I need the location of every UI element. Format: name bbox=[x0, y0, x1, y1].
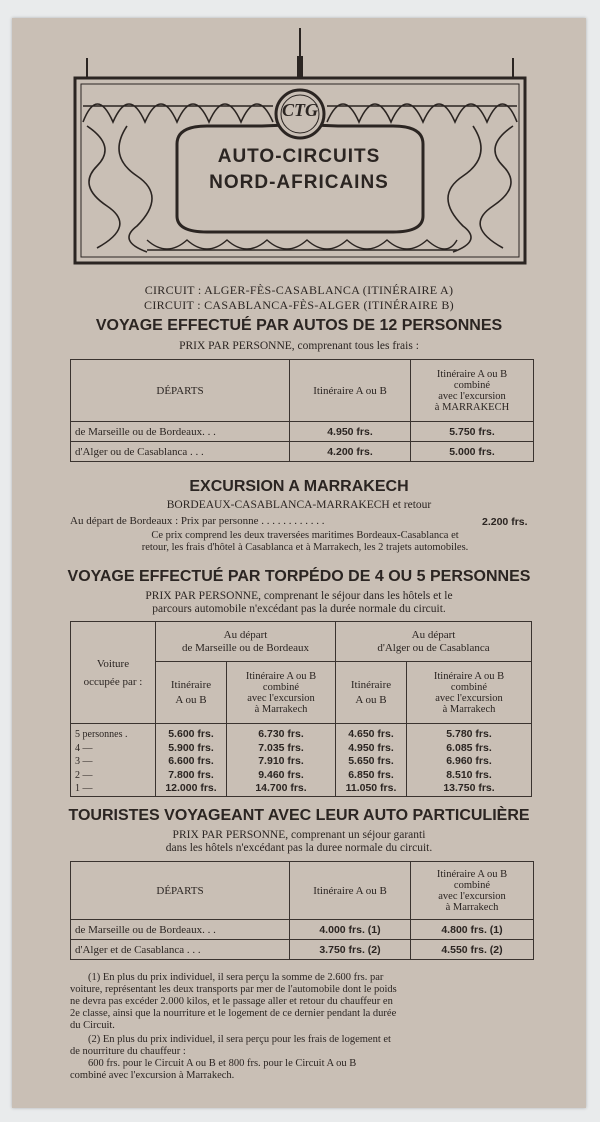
price-cell: 3.750 frs. (2) bbox=[290, 940, 411, 960]
header-text: de Marseille ou de Bordeaux bbox=[181, 641, 310, 654]
footnote-text: 600 frs. pour le Circuit A ou B et 800 frs. pour le Circuit A ou B bbox=[88, 1058, 357, 1069]
subheader-combine bbox=[227, 662, 336, 724]
table-row bbox=[71, 920, 534, 940]
price-cell: 5.600 frs. bbox=[168, 728, 214, 740]
header-text: Au départ bbox=[223, 628, 268, 641]
header-text: Itinéraire A ou B bbox=[436, 368, 508, 380]
header-text: d'Alger ou de Casablanca bbox=[377, 641, 490, 654]
price-cell: 5.750 frs. bbox=[411, 422, 534, 442]
header-text: à Marrakech bbox=[254, 703, 308, 715]
table-row bbox=[71, 940, 534, 960]
price-column bbox=[227, 724, 336, 797]
price-cell: 5.000 frs. bbox=[411, 442, 534, 462]
price-cell: 12.000 frs. bbox=[165, 782, 217, 794]
header-text: Itinéraire A ou B bbox=[436, 868, 508, 880]
row-label: de Marseille ou de Bordeaux. . . bbox=[71, 422, 290, 442]
excursion-heading: EXCURSION A MARRAKECH bbox=[189, 478, 409, 495]
footnote-text: (2) En plus du prix individuel, il sera perçu pour les frais de logement et bbox=[88, 1034, 391, 1045]
section2-heading: VOYAGE EFFECTUÉ PAR TORPÉDO DE 4 OU 5 PERSONNES bbox=[67, 568, 531, 585]
table-header-itineraire: Itinéraire A ou B bbox=[290, 862, 411, 920]
price-cell: 7.800 frs. bbox=[168, 768, 214, 781]
group-header-marseille bbox=[156, 622, 336, 662]
footnote-text: voiture, représentant les deux transports par mer de l'automobile dont le poids bbox=[70, 984, 397, 995]
excursion-price-label: Au départ de Bordeaux : Prix par personne . . . . . . . . . . . . bbox=[70, 515, 325, 527]
price-column bbox=[407, 724, 532, 797]
price-cell: 4.200 frs. bbox=[290, 442, 411, 462]
header-text: Itinéraire bbox=[350, 678, 392, 691]
section2-price-table bbox=[70, 621, 532, 797]
price-cell: 5.650 frs. bbox=[348, 755, 394, 767]
section3-subheading-line1: PRIX PAR PERSONNE, comprenant un séjour garanti bbox=[172, 829, 426, 841]
subheader-combine bbox=[407, 662, 532, 724]
price-cell: 4.000 frs. (1) bbox=[290, 920, 411, 940]
price-cell: 4.550 frs. (2) bbox=[411, 940, 534, 960]
subheader-itineraire bbox=[336, 662, 407, 724]
header-text: à Marrakech bbox=[442, 703, 496, 715]
header-text: avec l'excursion bbox=[438, 890, 506, 902]
table-body bbox=[71, 724, 532, 797]
header-text: combiné bbox=[450, 681, 488, 693]
footnote-text: 2e classe, ainsi que la nourriture et le logement de ce dernier pendant la durée bbox=[70, 1008, 397, 1019]
header-text: combiné bbox=[453, 879, 491, 891]
table-row bbox=[71, 422, 534, 442]
price-cell: 5.780 frs. bbox=[446, 728, 492, 740]
price-cell: 6.730 frs. bbox=[258, 728, 304, 740]
row-label: 1 — bbox=[75, 783, 93, 794]
section2-subheading-line1: PRIX PAR PERSONNE, comprenant le séjour dans les hôtels et le bbox=[145, 590, 453, 602]
price-cell: 4.800 frs. (1) bbox=[411, 920, 534, 940]
section1-heading: VOYAGE EFFECTUÉ PAR AUTOS DE 12 PERSONNES bbox=[95, 317, 503, 334]
header-text: A ou B bbox=[355, 693, 387, 706]
price-column bbox=[156, 724, 227, 797]
section3-heading: TOURISTES VOYAGEANT AVEC LEUR AUTO PARTICULIÈRE bbox=[68, 807, 530, 824]
brochure-title-line1: AUTO-CIRCUITS bbox=[217, 146, 381, 167]
excursion-subheading: BORDEAUX-CASABLANCA-MARRAKECH et retour bbox=[166, 499, 432, 511]
circuit-b-line: CIRCUIT : CASABLANCA-FÈS-ALGER (ITINÉRAIRE B) bbox=[144, 298, 454, 312]
brochure-title-line2: NORD-AFRICAINS bbox=[209, 172, 389, 193]
section1-subheading: PRIX PAR PERSONNE, comprenant tous les frais : bbox=[179, 340, 419, 352]
row-label: 4 — bbox=[75, 742, 93, 754]
row-label: d'Alger ou de Casablanca . . . bbox=[71, 442, 290, 462]
circuit-a-line: CIRCUIT : ALGER-FÈS-CASABLANCA (ITINÉRAIRE A) bbox=[144, 283, 454, 297]
row-label: de Marseille ou de Bordeaux. . . bbox=[71, 920, 290, 940]
table-row bbox=[71, 442, 534, 462]
header-text: avec l'excursion bbox=[247, 692, 315, 704]
price-cell: 9.460 frs. bbox=[258, 768, 304, 781]
section2-subheading-line2: parcours automobile n'excédant pas la durée normale du circuit. bbox=[152, 603, 446, 615]
price-cell: 6.850 frs. bbox=[348, 768, 394, 781]
excursion-price-value: 2.200 frs. bbox=[482, 516, 528, 528]
footnote-text: (1) En plus du prix individuel, il sera perçu la somme de 2.600 frs. par bbox=[88, 972, 384, 983]
price-cell: 5.900 frs. bbox=[168, 741, 214, 754]
price-cell: 14.700 frs. bbox=[255, 782, 307, 794]
table-header-combine bbox=[411, 862, 534, 920]
header-text: avec l'excursion bbox=[438, 390, 506, 402]
footnote-text: de nourriture du chauffeur : bbox=[70, 1046, 186, 1057]
header-text: A ou B bbox=[175, 693, 207, 706]
price-cell: 13.750 frs. bbox=[443, 782, 495, 794]
footnote-1 bbox=[70, 972, 540, 1032]
header-text: occupée par : bbox=[83, 675, 143, 688]
table-header-departs: DÉPARTS bbox=[71, 862, 290, 920]
section1-price-table bbox=[70, 359, 534, 462]
section3-subheading-line2: dans les hôtels n'excédant pas la duree normale du circuit. bbox=[165, 842, 433, 854]
footnote-text: du Circuit. bbox=[70, 1020, 115, 1031]
footnote-2 bbox=[70, 1034, 540, 1082]
price-cell: 4.950 frs. bbox=[348, 741, 394, 754]
price-cell: 11.050 frs. bbox=[345, 782, 397, 794]
header-text: Voiture bbox=[96, 657, 130, 670]
header-text: Au départ bbox=[411, 628, 456, 641]
price-cell: 8.510 frs. bbox=[446, 768, 492, 781]
excursion-description-line1: Ce prix comprend les deux traversées maritimes Bordeaux-Casablanca et bbox=[151, 530, 459, 541]
subheader-itineraire bbox=[156, 662, 227, 724]
section3-price-table bbox=[70, 861, 534, 960]
header-text: à Marrakech bbox=[445, 901, 499, 913]
group-header-alger bbox=[336, 622, 532, 662]
price-cell: 6.085 frs. bbox=[446, 741, 492, 754]
row-label: 2 — bbox=[75, 769, 93, 781]
excursion-description-line2: retour, les frais d'hôtel à Casablanca et à Marrakech, les 2 trajets automobiles. bbox=[141, 542, 469, 553]
header-text: Itinéraire bbox=[170, 678, 212, 691]
voiture-header bbox=[71, 622, 156, 724]
price-cell: 4.950 frs. bbox=[290, 422, 411, 442]
row-label: 5 personnes . bbox=[75, 729, 128, 740]
table-header-combine bbox=[411, 360, 534, 422]
header-text: avec l'excursion bbox=[435, 692, 503, 704]
price-cell: 4.650 frs. bbox=[348, 728, 394, 740]
table-header-departs: DÉPARTS bbox=[71, 360, 290, 422]
header-text: Itinéraire A ou B bbox=[433, 670, 505, 682]
occupants-column bbox=[71, 724, 156, 797]
header-text: combiné bbox=[262, 681, 300, 693]
price-cell: 7.035 frs. bbox=[258, 741, 304, 754]
header-text: à MARRAKECH bbox=[434, 401, 510, 413]
footnote-text: ne devra pas excéder 2.000 kilos, et le passage aller et retour du chauffeur en bbox=[70, 996, 393, 1007]
price-cell: 6.600 frs. bbox=[168, 755, 214, 767]
monogram-logo: CTG bbox=[282, 100, 318, 120]
header-text: Itinéraire A ou B bbox=[245, 670, 317, 682]
row-label: d'Alger et de Casablanca . . . bbox=[71, 940, 290, 960]
price-cell: 7.910 frs. bbox=[258, 755, 304, 767]
price-cell: 6.960 frs. bbox=[446, 755, 492, 767]
header-text: combiné bbox=[453, 379, 491, 391]
table-header-itineraire: Itinéraire A ou B bbox=[290, 360, 411, 422]
price-column bbox=[336, 724, 407, 797]
brochure-page bbox=[12, 18, 586, 1108]
row-label: 3 — bbox=[75, 756, 93, 767]
footnote-text: combiné avec l'excursion à Marrakech. bbox=[70, 1070, 235, 1081]
